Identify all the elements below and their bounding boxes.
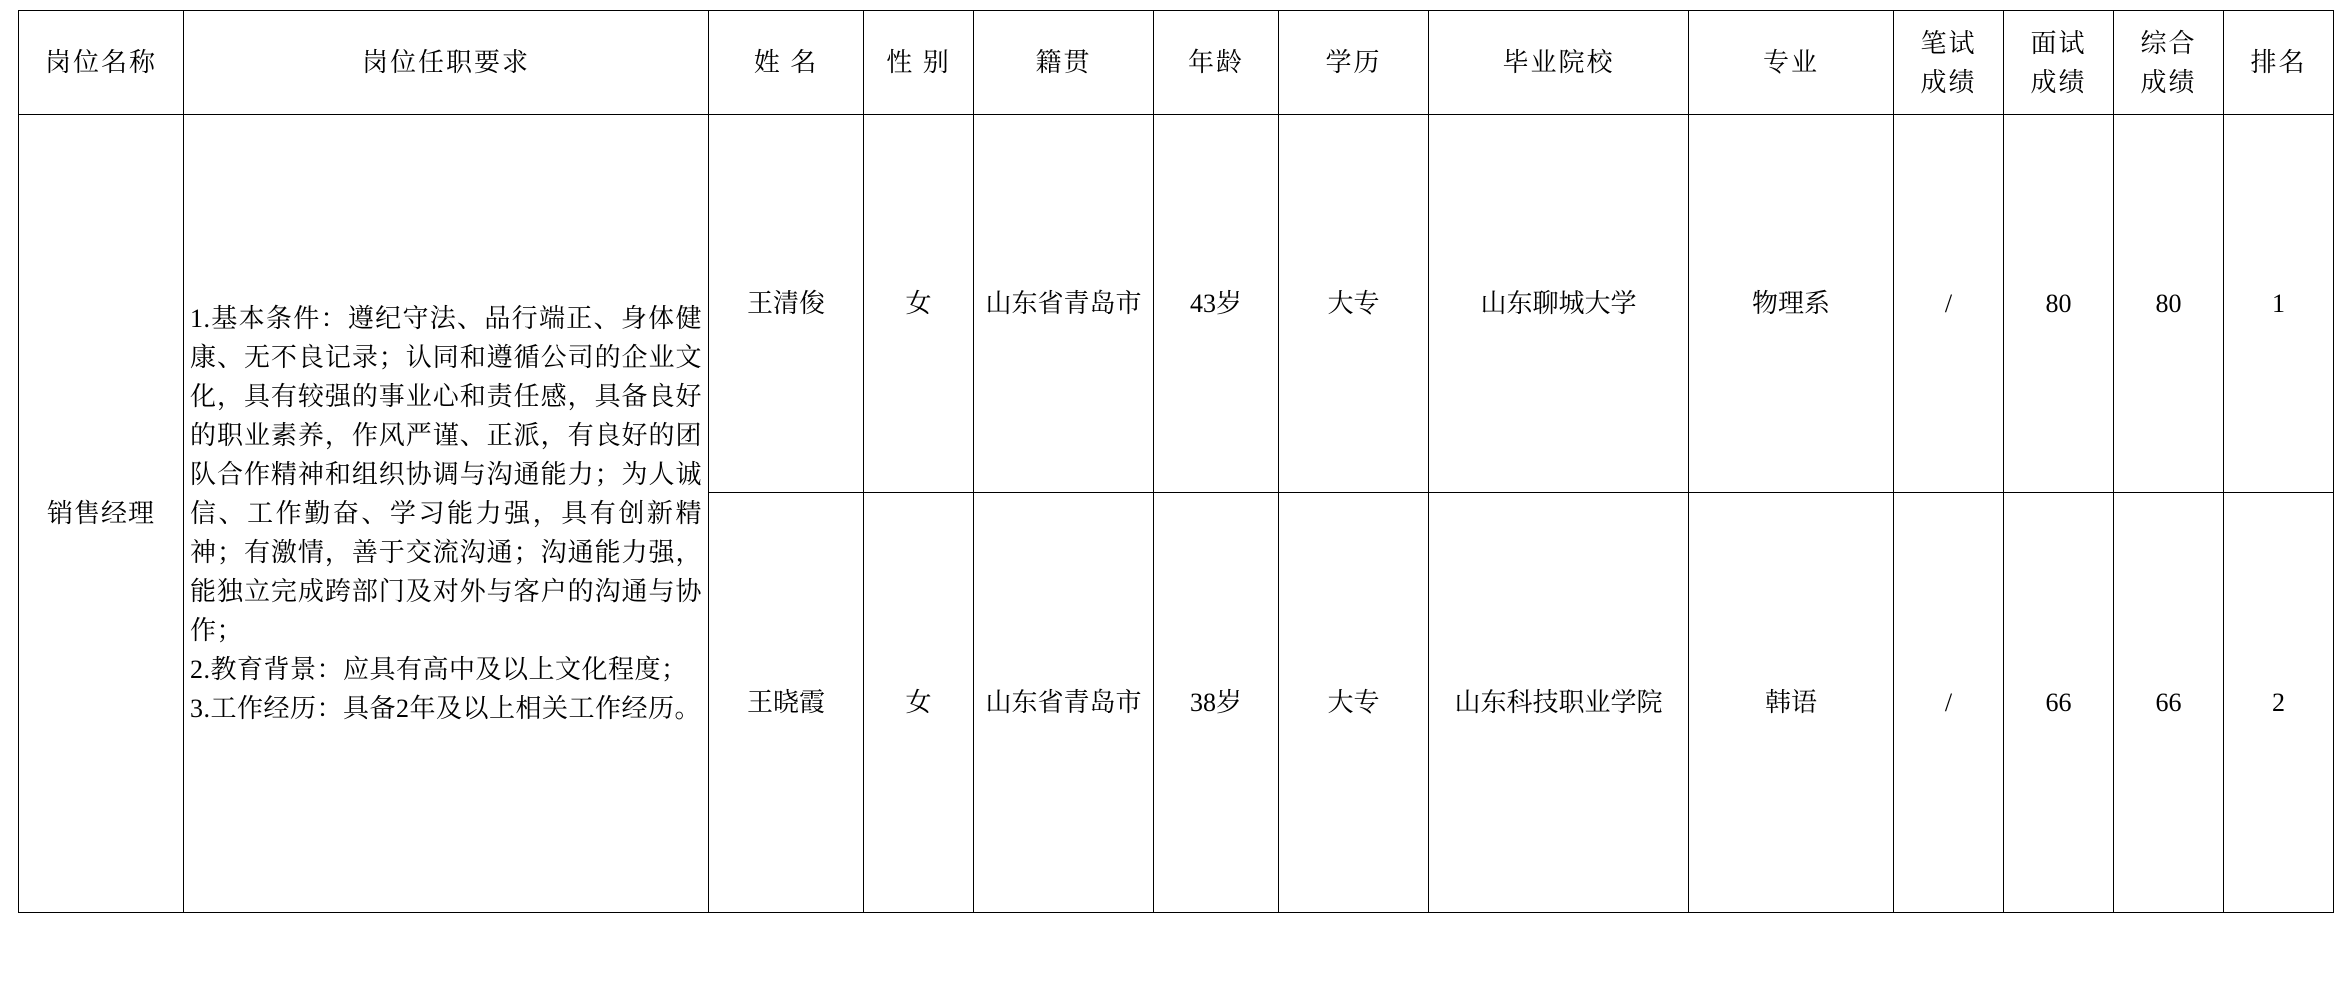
header-requirement: 岗位任职要求 xyxy=(184,11,709,115)
header-education: 学历 xyxy=(1279,11,1429,115)
cell-gender: 女 xyxy=(864,115,974,493)
cell-school: 山东聊城大学 xyxy=(1429,115,1689,493)
cell-written-score: / xyxy=(1894,493,2004,913)
table-header xyxy=(19,11,2334,115)
table-body xyxy=(19,115,2334,913)
header-total-score-line1: 综合 xyxy=(2140,28,2197,58)
cell-origin: 山东省青岛市 xyxy=(974,493,1154,913)
header-interview-score-line1: 面试 xyxy=(2030,28,2087,58)
cell-name: 王晓霞 xyxy=(709,493,864,913)
header-school: 毕业院校 xyxy=(1429,11,1689,115)
cell-school: 山东科技职业学院 xyxy=(1429,493,1689,913)
cell-written-score: / xyxy=(1894,115,2004,493)
cell-major: 韩语 xyxy=(1689,493,1894,913)
cell-age: 38岁 xyxy=(1154,493,1279,913)
header-written-score-line1: 笔试 xyxy=(1920,28,1977,58)
cell-total-score: 80 xyxy=(2114,115,2224,493)
cell-interview-score: 66 xyxy=(2004,493,2114,913)
cell-education: 大专 xyxy=(1279,115,1429,493)
cell-rank: 2 xyxy=(2224,493,2334,913)
requirement-paragraph-1: 1.基本条件：遵纪守法、品行端正、身体健康、无不良记录；认同和遵循公司的企业文化，具有较强的事业心和责任感，具备良好的职业素养，作风严谨、正派，有良好的团队合作精神和组织协调与沟通能力；为人诚信、工作勤奋、学习能力强，具有创新精神；有激情，善于交流沟通；沟通能力强，能独立完成跨部门及对外与客户的沟通与协作； xyxy=(190,304,702,645)
header-row xyxy=(19,11,2334,115)
cell-rank: 1 xyxy=(2224,115,2334,493)
cell-major: 物理系 xyxy=(1689,115,1894,493)
cell-interview-score: 80 xyxy=(2004,115,2114,493)
header-interview-score xyxy=(2004,11,2114,115)
cell-post-name: 销售经理 xyxy=(19,115,184,913)
header-age: 年龄 xyxy=(1154,11,1279,115)
recruitment-results-table xyxy=(18,10,2334,913)
header-total-score-line2: 成绩 xyxy=(2140,67,2197,97)
table-row xyxy=(19,115,2334,493)
requirement-paragraph-2: 2.教育背景：应具有高中及以上文化程度； xyxy=(190,655,688,684)
header-written-score xyxy=(1894,11,2004,115)
cell-education: 大专 xyxy=(1279,493,1429,913)
header-post-name: 岗位名称 xyxy=(19,11,184,115)
header-gender: 性 别 xyxy=(864,11,974,115)
header-written-score-line2: 成绩 xyxy=(1920,67,1977,97)
cell-age: 43岁 xyxy=(1154,115,1279,493)
cell-origin: 山东省青岛市 xyxy=(974,115,1154,493)
header-total-score xyxy=(2114,11,2224,115)
cell-requirement xyxy=(184,115,709,913)
header-interview-score-line2: 成绩 xyxy=(2030,67,2087,97)
header-origin: 籍贯 xyxy=(974,11,1154,115)
header-rank: 排名 xyxy=(2224,11,2334,115)
header-major: 专业 xyxy=(1689,11,1894,115)
requirement-paragraph-3: 3.工作经历：具备2年及以上相关工作经历。 xyxy=(190,694,702,723)
cell-total-score: 66 xyxy=(2114,493,2224,913)
cell-gender: 女 xyxy=(864,493,974,913)
header-name: 姓 名 xyxy=(709,11,864,115)
cell-name: 王清俊 xyxy=(709,115,864,493)
